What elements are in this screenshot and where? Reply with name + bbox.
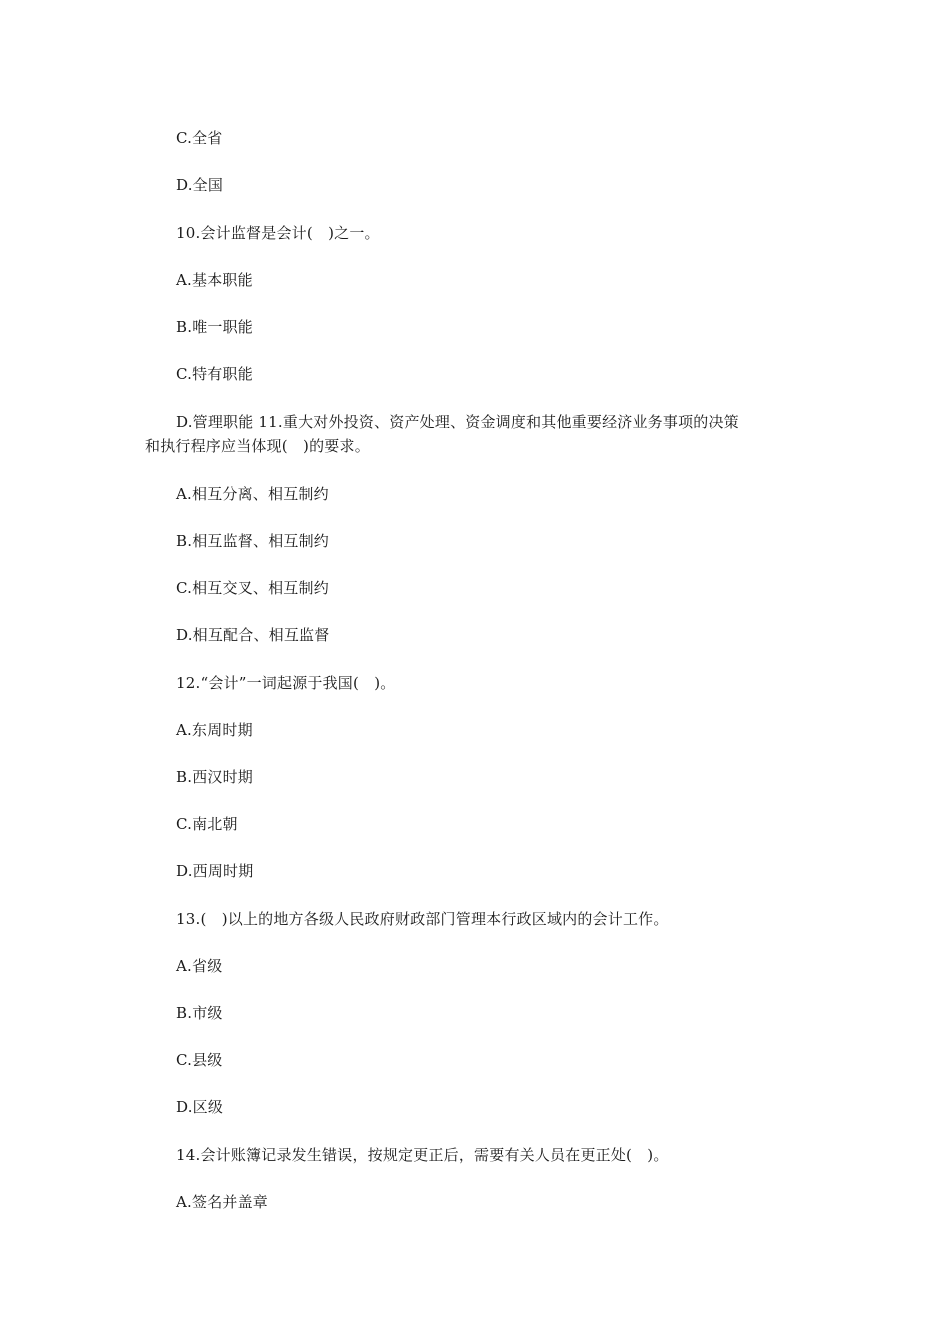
option-d-q10-question-11: D.管理职能 11.重大对外投资、资产处理、资金调度和其他重要经济业务事项的决策 bbox=[176, 413, 739, 431]
option-d-q13: D.区级 bbox=[176, 1098, 224, 1116]
option-a-q12: A.东周时期 bbox=[176, 721, 253, 739]
option-b-q11: B.相互监督、相互制约 bbox=[176, 532, 329, 550]
option-d-q9: D.全国 bbox=[176, 176, 224, 194]
option-a-q14: A.签名并盖章 bbox=[176, 1193, 269, 1211]
option-c-q10: C.特有职能 bbox=[176, 365, 253, 383]
question-10: 10.会计监督是会计( )之一。 bbox=[176, 224, 380, 242]
option-a-q10: A.基本职能 bbox=[176, 271, 253, 289]
option-c-q13: C.县级 bbox=[176, 1051, 223, 1069]
option-c-q11: C.相互交叉、相互制约 bbox=[176, 579, 329, 597]
question-14: 14.会计账簿记录发生错误，按规定更正后，需要有关人员在更正处( )。 bbox=[176, 1146, 669, 1164]
option-d-q11: D.相互配合、相互监督 bbox=[176, 626, 330, 644]
question-12: 12.“会计”一词起源于我国( )。 bbox=[176, 674, 396, 692]
option-c-q9: C.全省 bbox=[176, 129, 223, 147]
option-d-q12: D.西周时期 bbox=[176, 862, 254, 880]
option-b-q12: B.西汉时期 bbox=[176, 768, 253, 786]
option-b-q10: B.唯一职能 bbox=[176, 318, 253, 336]
option-a-q13: A.省级 bbox=[176, 957, 223, 975]
option-b-q13: B.市级 bbox=[176, 1004, 223, 1022]
option-c-q12: C.南北朝 bbox=[176, 815, 238, 833]
question-13: 13.( )以上的地方各级人民政府财政部门管理本行政区域内的会计工作。 bbox=[176, 910, 669, 928]
option-a-q11: A.相互分离、相互制约 bbox=[176, 485, 329, 503]
question-11-continued: 和执行程序应当体现( )的要求。 bbox=[145, 437, 370, 455]
